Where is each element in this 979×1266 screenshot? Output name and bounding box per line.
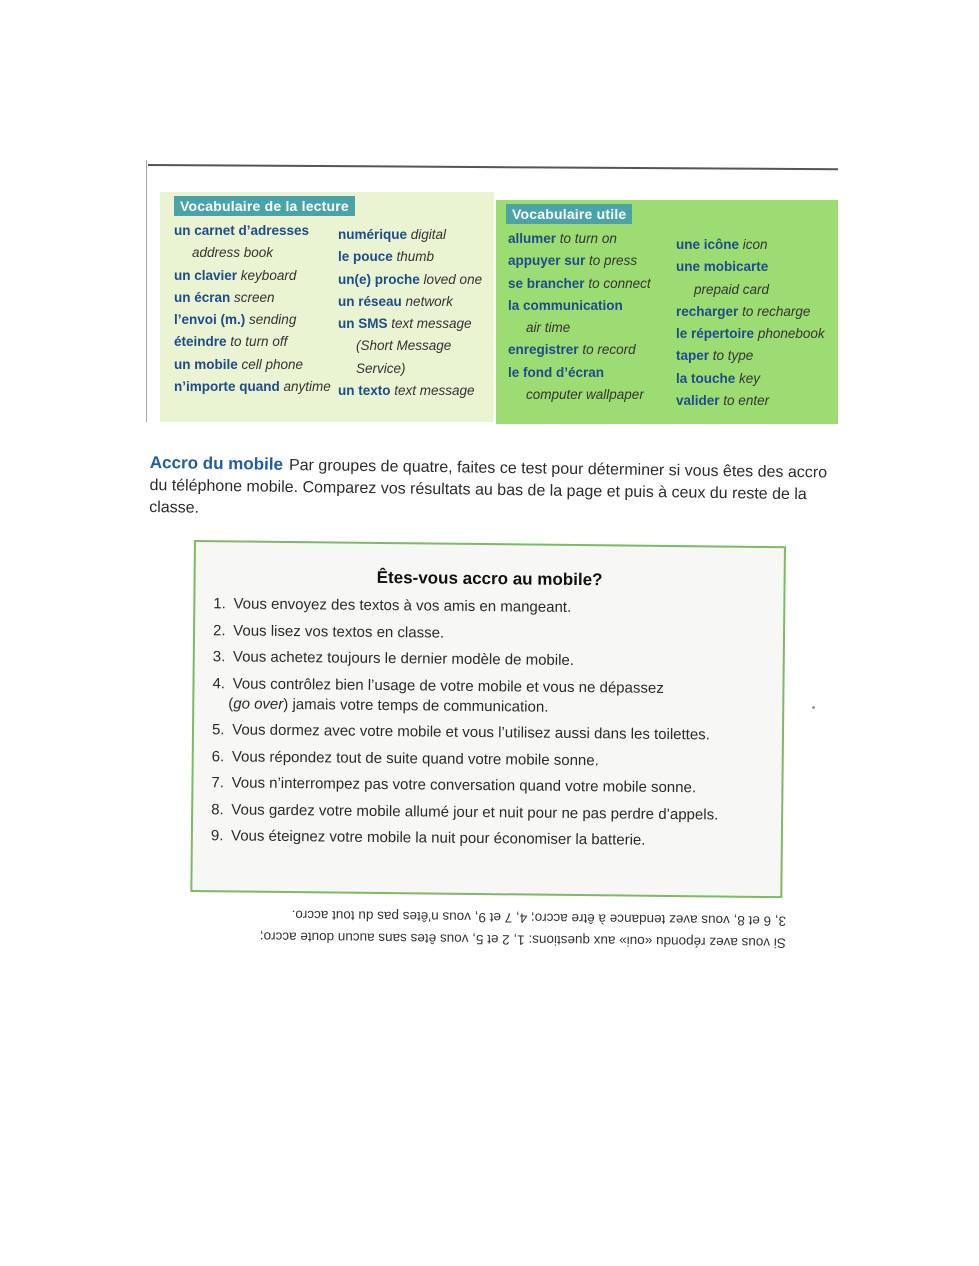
vocab-entry bbox=[174, 309, 331, 331]
quiz-question bbox=[212, 747, 772, 773]
quiz-questions bbox=[211, 594, 774, 858]
vocab-english-gloss: computer wallpaper bbox=[526, 387, 644, 403]
vocab-english-gloss: icon bbox=[742, 237, 768, 252]
question-text: Vous envoyez des textos à vos amis en mangeant. bbox=[233, 595, 572, 616]
vocab-english-gloss: keyboard bbox=[240, 267, 297, 283]
vocab-french-term: la communication bbox=[508, 297, 623, 313]
question-text: Vous éteignez votre mobile la nuit pour économiser la batterie. bbox=[230, 827, 646, 849]
question-number: 5. bbox=[211, 721, 225, 739]
question-number: 1. bbox=[213, 595, 226, 613]
vocab-french-term: l’envoi (m.) bbox=[174, 312, 246, 328]
vocab-french-term: un texto bbox=[338, 383, 391, 399]
vocab-french-term: éteindre bbox=[174, 334, 227, 350]
vocab-french-term: se brancher bbox=[508, 275, 585, 291]
vocab-utile-title: Vocabulaire utile bbox=[506, 204, 632, 224]
vocab-entry bbox=[174, 220, 331, 242]
vocab-french-term: taper bbox=[676, 348, 710, 364]
vocab-english-gloss: loved one bbox=[423, 271, 483, 287]
vocab-french-term: une mobicarte bbox=[676, 259, 769, 275]
vocab-english-gloss: prepaid card bbox=[694, 281, 770, 297]
vocab-entry bbox=[676, 323, 825, 345]
vocab-english-gloss: digital bbox=[410, 227, 447, 242]
vocab-entry bbox=[338, 269, 482, 291]
vocab-english-gloss: thumb bbox=[396, 249, 435, 265]
vocab-entry bbox=[174, 265, 331, 287]
vocab-french-term: le pouce bbox=[338, 249, 393, 265]
vocab-entry bbox=[338, 335, 482, 357]
vocab-entry bbox=[508, 384, 651, 406]
question-number: 6. bbox=[211, 747, 225, 765]
quiz-question bbox=[212, 674, 772, 720]
vocab-entry bbox=[174, 331, 331, 353]
question-number: 3. bbox=[212, 648, 226, 666]
question-text-part: ( bbox=[228, 694, 234, 712]
vocab-french-term: valider bbox=[676, 393, 720, 409]
quiz-question bbox=[211, 800, 771, 826]
activity-instructions: Par groupes de quatre, faites ce test pour déterminer si vous êtes des accro du téléphone mobile. Comparez vos résultats au bas de la page et puis à ceux du reste de la classe. bbox=[149, 456, 828, 517]
activity-intro bbox=[149, 452, 840, 529]
vocab-french-term: un SMS bbox=[338, 316, 388, 332]
vocab-english-gloss: to turn off bbox=[230, 334, 288, 350]
vocab-entry bbox=[676, 279, 825, 301]
vocab-english-gloss: to press bbox=[589, 253, 638, 269]
vocab-entry bbox=[508, 273, 651, 295]
quiz-title: Êtes-vous accro au mobile? bbox=[376, 567, 603, 590]
vocab-english-gloss: to turn on bbox=[559, 231, 617, 246]
vocab-entry bbox=[508, 317, 651, 339]
vocab-entry bbox=[676, 301, 825, 323]
quiz-question bbox=[212, 720, 772, 746]
vocab-french-term: recharger bbox=[676, 303, 739, 319]
quiz-question bbox=[213, 594, 773, 620]
vocab-english-gloss: cell phone bbox=[241, 356, 304, 372]
question-number: 2. bbox=[212, 621, 226, 639]
quiz-question bbox=[213, 647, 773, 673]
vocab-french-term: un(e) proche bbox=[338, 271, 420, 287]
quiz-question bbox=[213, 621, 773, 647]
question-text: Vous répondez tout de suite quand votre mobile sonne. bbox=[231, 747, 599, 769]
answer-key-upside-down bbox=[190, 902, 786, 953]
vocab-french-term: un clavier bbox=[174, 267, 238, 283]
vocab-english-gloss: Service) bbox=[356, 360, 406, 376]
question-text-part: ) jamais votre temps de communication. bbox=[283, 695, 549, 716]
vocab-english-gloss: to connect bbox=[588, 275, 651, 291]
vocab-utile-col1 bbox=[508, 228, 651, 406]
question-gloss-italic: go over bbox=[233, 694, 284, 713]
vocab-entry bbox=[338, 224, 482, 246]
vocab-entry bbox=[508, 362, 651, 384]
vocab-french-term: appuyer sur bbox=[508, 253, 586, 269]
vocab-entry bbox=[676, 345, 825, 367]
vocab-english-gloss: sending bbox=[249, 312, 297, 328]
vocab-entry bbox=[676, 234, 825, 256]
question-text: Vous contrôlez bien l’usage de votre mobile et vous ne dépassez bbox=[232, 674, 664, 697]
vocab-english-gloss: address book bbox=[192, 245, 274, 261]
vocab-french-term: n’importe quand bbox=[174, 379, 280, 395]
question-number: 9. bbox=[210, 827, 224, 845]
vocab-entry bbox=[174, 376, 331, 398]
vocab-english-gloss: text message bbox=[391, 316, 472, 332]
vocab-entry bbox=[174, 287, 331, 309]
page-edge bbox=[146, 160, 147, 422]
question-text: Vous gardez votre mobile allumé jour et nuit pour ne pas perdre d’appels. bbox=[231, 800, 719, 824]
vocab-entry bbox=[338, 246, 482, 268]
vocab-french-term: numérique bbox=[338, 227, 408, 242]
vocab-french-term: un écran bbox=[174, 289, 231, 305]
vocab-english-gloss: network bbox=[405, 293, 453, 309]
vocab-english-gloss: phonebook bbox=[757, 326, 825, 342]
vocab-lecture-title: Vocabulaire de la lecture bbox=[174, 196, 355, 216]
question-text: Vous n’interrompez pas votre conversation quand votre mobile sonne. bbox=[231, 774, 697, 797]
vocab-french-term: allumer bbox=[508, 231, 557, 246]
vocab-english-gloss: key bbox=[739, 370, 761, 386]
question-text: Vous achetez toujours le dernier modèle de mobile. bbox=[232, 648, 575, 669]
vocab-english-gloss: screen bbox=[234, 289, 275, 305]
vocab-entry bbox=[508, 250, 651, 272]
question-text: Vous dormez avec votre mobile et vous l’utilisez aussi dans les toilettes. bbox=[232, 721, 710, 744]
vocab-lecture-col1 bbox=[174, 220, 331, 398]
vocab-entry bbox=[508, 228, 651, 250]
question-text: Vous lisez vos textos en classe. bbox=[233, 621, 445, 642]
quiz-box bbox=[190, 540, 786, 898]
question-number: 8. bbox=[211, 800, 224, 818]
vocab-entry bbox=[338, 313, 482, 335]
vocab-entry bbox=[338, 291, 482, 313]
scan-speck bbox=[812, 706, 815, 709]
answer-line-1: Si vous avez répondu «oui» aux questions: 1, 2 et 5, vous êtes sans aucun doute accro; bbox=[259, 929, 786, 951]
vocab-french-term: un réseau bbox=[338, 293, 402, 309]
vocab-english-gloss: to enter bbox=[723, 393, 770, 409]
activity-title: Accro du mobile bbox=[149, 452, 284, 474]
question-number: 7. bbox=[211, 774, 225, 792]
vocab-french-term: le fond d’écran bbox=[508, 364, 605, 380]
vocab-lecture-panel bbox=[160, 192, 494, 422]
vocab-entry bbox=[174, 242, 331, 264]
vocab-entry bbox=[676, 256, 825, 278]
question-text-continued bbox=[212, 694, 772, 720]
quiz-question bbox=[211, 773, 771, 799]
vocab-english-gloss: to recharge bbox=[742, 303, 811, 319]
vocab-entry bbox=[338, 358, 482, 380]
quiz-question bbox=[211, 826, 771, 852]
vocab-english-gloss: air time bbox=[526, 320, 571, 336]
vocab-english-gloss: to record bbox=[582, 342, 636, 358]
vocab-lecture-col2 bbox=[338, 224, 482, 402]
vocab-utile-panel bbox=[496, 200, 838, 424]
vocab-french-term: un carnet d’adresses bbox=[174, 223, 310, 238]
vocab-english-gloss: (Short Message bbox=[356, 338, 452, 354]
vocab-french-term: une icône bbox=[676, 237, 740, 252]
vocab-entry bbox=[508, 339, 651, 361]
vocab-french-term: la touche bbox=[676, 370, 736, 386]
question-number: 4. bbox=[212, 674, 226, 692]
vocab-entry bbox=[676, 390, 825, 412]
vocab-entry bbox=[338, 380, 482, 402]
vocab-french-term: le répertoire bbox=[676, 326, 755, 342]
vocab-french-term: enregistrer bbox=[508, 342, 579, 358]
vocab-english-gloss: to type bbox=[712, 348, 754, 364]
vocab-english-gloss: anytime bbox=[283, 379, 331, 395]
vocab-french-term: un mobile bbox=[174, 356, 238, 372]
vocab-entry bbox=[174, 354, 331, 376]
vocab-entry bbox=[676, 368, 825, 390]
vocab-entry bbox=[508, 295, 651, 317]
vocab-english-gloss: text message bbox=[394, 383, 475, 399]
answer-line-2: 3, 6 et 8, vous avez tendance à être accro; 4, 7 et 9, vous n’êtes pas du tout accro. bbox=[291, 907, 787, 929]
vocab-utile-col2 bbox=[676, 234, 825, 412]
